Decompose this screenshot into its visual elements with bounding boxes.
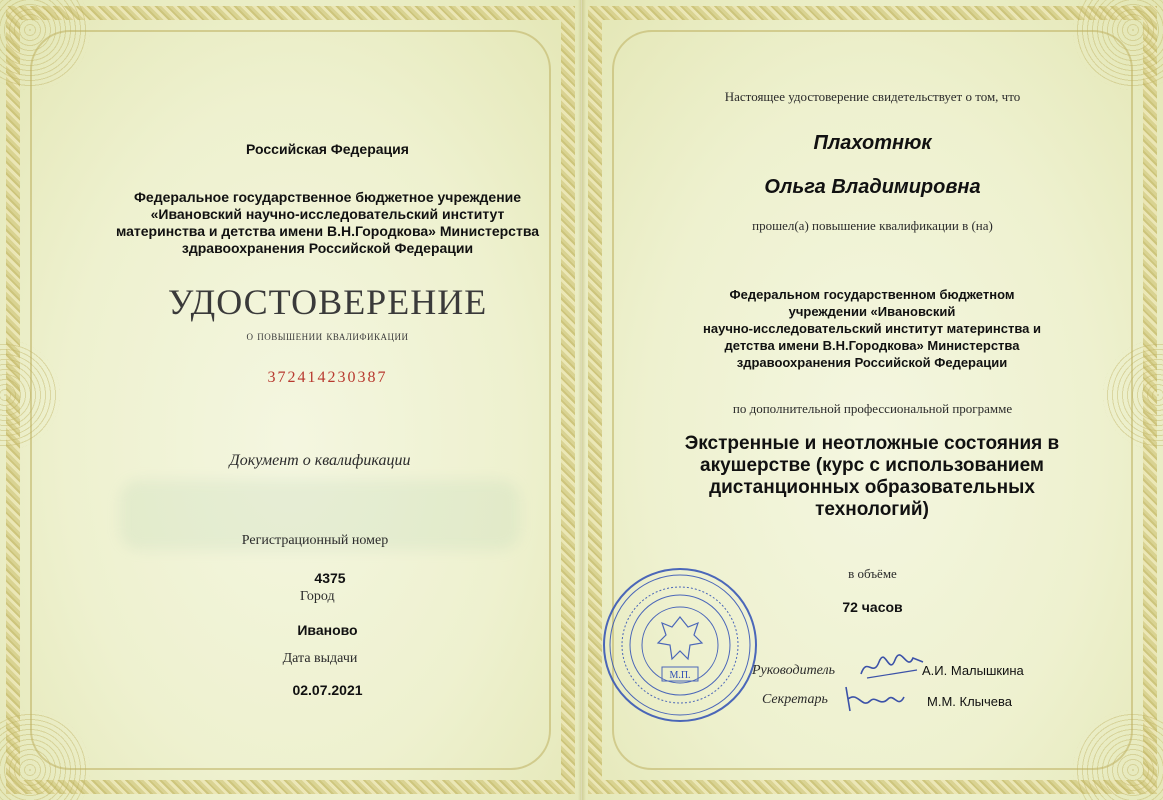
right-page (582, 0, 1163, 800)
institution-line: материнства и детства имени В.Н.Городкова» Министерства (115, 223, 540, 239)
completion-statement: прошел(а) повышение квалификации в (на) (752, 218, 993, 233)
official-seal-stamp (590, 565, 770, 725)
registration-label: Регистрационный номер (241, 533, 389, 548)
secretary-signature (840, 683, 910, 715)
head-label: Руководитель (752, 663, 836, 678)
page-fold (578, 0, 586, 800)
program-line: дистанционных образовательных (709, 477, 1035, 498)
city-label: Город (300, 589, 335, 604)
issue-date-value: 02.07.2021 (292, 682, 363, 698)
registration-number: 4375 (314, 570, 346, 586)
program-title (642, 433, 1102, 521)
program-line: технологий) (815, 499, 929, 520)
country: Российская Федерация (246, 141, 409, 157)
document-title: УДОСТОВЕРЕНИЕ (167, 282, 488, 322)
institution-line: учреждении «Ивановский (788, 304, 956, 319)
serial-number: 372414230387 (267, 369, 388, 386)
training-institution (677, 286, 1067, 371)
institution-line: Федеральное государственное бюджетное учреждение (133, 189, 522, 205)
issuer-institution (100, 189, 555, 257)
document-type-label: Документ о квалификации (229, 452, 411, 469)
program-line: Экстренные и неотложные состояния в (684, 433, 1060, 454)
city-value: Иваново (297, 622, 358, 638)
document-subtitle: о повышении квалификации (246, 328, 409, 343)
institution-line: научно-исследовательский институт материнства и (703, 321, 1041, 336)
stamp-mark: М.П. (669, 670, 691, 681)
program-line: акушерстве (курс с использованием (700, 455, 1044, 476)
institution-line: «Ивановский научно-исследовательский институт (150, 206, 505, 222)
volume-hours: 72 часов (842, 599, 903, 615)
left-page (0, 0, 581, 800)
certification-intro: Настоящее удостоверение свидетельствует о том, что (724, 89, 1021, 104)
program-label: по дополнительной профессиональной программе (732, 401, 1013, 416)
institution-line: здравоохранения Российской Федерации (181, 240, 474, 256)
head-signature (857, 652, 927, 682)
holder-name: Ольга Владимировна (764, 176, 981, 198)
secretary-label: Секретарь (762, 692, 828, 707)
holder-surname: Плахотнюк (813, 132, 932, 154)
head-name: А.И. Малышкина (922, 663, 1024, 678)
institution-line: здравоохранения Российской Федерации (736, 355, 1008, 370)
issue-date-label: Дата выдачи (282, 651, 358, 666)
institution-line: Федеральном государственном бюджетном (729, 287, 1015, 302)
secretary-name: М.М. Клычева (927, 694, 1012, 709)
institution-line: детства имени В.Н.Городкова» Министерства (724, 338, 1020, 353)
volume-label: в объёме (848, 566, 897, 581)
